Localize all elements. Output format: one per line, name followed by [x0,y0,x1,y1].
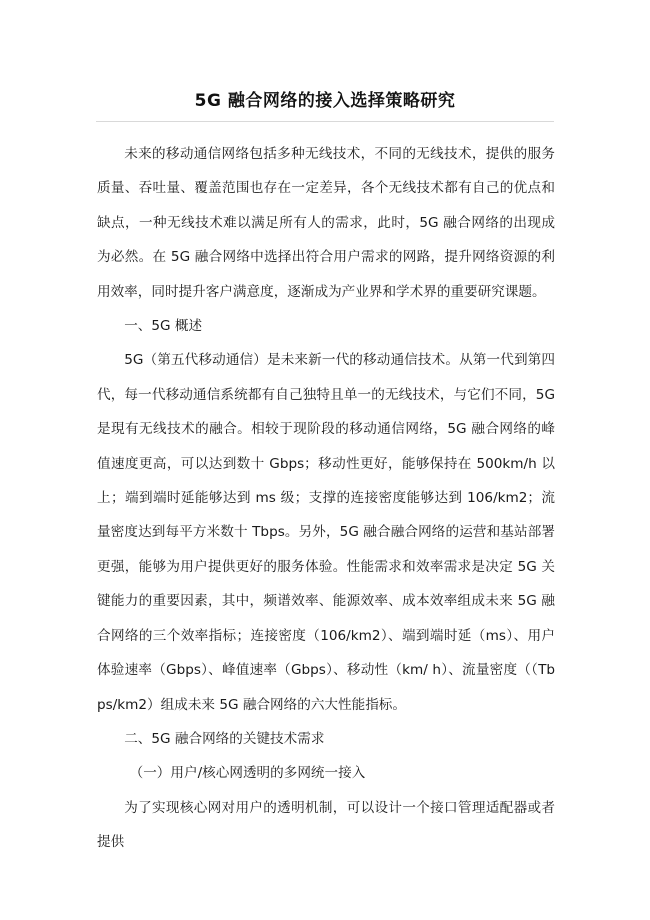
subsection-heading-unified-access: （一）用户/核心网透明的多网统一接入 [129,765,366,782]
document-body [97,137,555,860]
section-heading-key-tech: 二、5G 融合网络的关键技术需求 [124,730,325,747]
overview-paragraph: 5G（第五代移动通信）是未来新一代的移动通信技术。从第一代到第四代，每一代移动通信系统都有自己独特且单一的无线技术，与它们不同，5G 是現有无线技术的融合。相较于现阶段的移动通信网络，5G 融合网络的峰值速度更高，可以达到数十 Gbps；移动性更好，能够保持在 500km/h 以上；端到端时延能够达到 ms 级；支撑的连接密度能够达到 106/km2；流量密度达到每平方米数十 Tbps。另外，5G 融合融合网络的运营和基站部署更强，能够为用户提供更好的服务体验。性能需求和效率需求是决定 5G 关键能力的重要因素，其中，频谱效率、能源效率、成本效率组成未来 5G 融合网络的三个效率指标；连接密度（106/km2）、端到端时延（ms）、用户体验速率（Gbps）、峰值速率（Gbps）、移动性（km/ h）、流量密度（（Tbps/km2）组成未来 5G 融合网络的六大性能指标。 [97,352,555,713]
intro-paragraph: 未来的移动通信网络包括多种无线技术，不同的无线技术，提供的服务质量、吞吐量、覆盖范围也存在一定差异，各个无线技术都有自己的优点和缺点，一种无线技术难以满足所有人的需求，此时，5G 融合网络的出现成为必然。在 5G 融合网络中选择出符合用户需求的网路，提升网络资源的利用效率，同时提升客户满意度，逐渐成为产业界和学术界的重要研究课题。 [97,146,555,300]
title-divider [96,121,554,122]
access-paragraph: 为了实现核心网对用户的透明机制，可以设计一个接口管理适配器或者提供 [97,799,555,851]
document-title: 5G 融合网络的接入选择策略研究 [194,91,456,111]
section-heading-overview: 一、5G 概述 [124,318,203,335]
